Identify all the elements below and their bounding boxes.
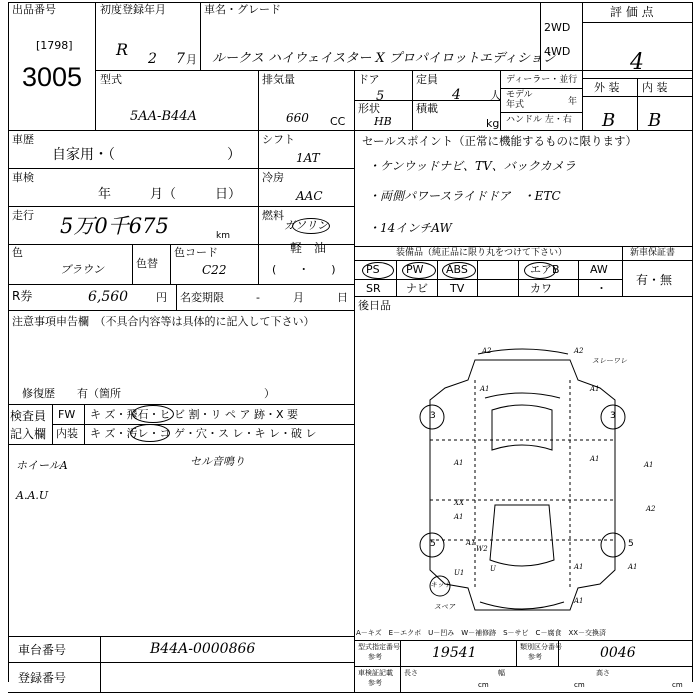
ac-value: AAC [296, 189, 323, 203]
kg-unit: kg [486, 117, 500, 130]
damage-mark: A1 [574, 597, 584, 605]
cap-value: 4 [452, 87, 461, 103]
era: R [116, 40, 129, 59]
damage-mark: XX [454, 499, 464, 507]
door-value: 5 [376, 89, 385, 104]
shape-value: HB [374, 115, 392, 128]
length-unit: cm [478, 681, 489, 689]
code-label: 色コード [174, 246, 218, 259]
ps-circle-mark [362, 262, 394, 279]
chassis-number: B44A-0000866 [150, 641, 256, 657]
year-unit: 年 [568, 97, 578, 107]
inspector-label: 検査員 [10, 409, 47, 423]
int-grade: B [648, 110, 662, 131]
width-unit: cm [574, 681, 585, 689]
width-label: 幅 [498, 669, 505, 677]
inspector-note-2: セル音鳴り [190, 455, 245, 468]
reg-month: 7 [176, 51, 185, 67]
reg-label: 登録番号 [18, 671, 67, 685]
wheel-rl: 5 [430, 539, 436, 549]
fw-label: FW [58, 408, 76, 421]
drive-4wd: 4WD [544, 45, 571, 58]
damage-mark: U [490, 565, 496, 573]
color-label: 色 [12, 246, 23, 259]
damage-mark: A1 [480, 385, 490, 393]
selling-point-3: ・14インチAW [368, 221, 452, 235]
fuel-gas: ガソリン [284, 219, 328, 232]
month-unit: 月 [186, 53, 197, 66]
airbag-circle-mark [524, 262, 556, 279]
stone-circle-mark [132, 405, 174, 423]
equip-pw: PW [406, 263, 424, 276]
first-reg-label: 初度登録年月 [100, 3, 166, 16]
shift-value: 1AT [296, 151, 320, 165]
notes-label: 注意事項申告欄 （不具合内容等は具体的に記入して下さい） [12, 315, 315, 328]
kit-label: キット [430, 581, 451, 589]
code-value: C22 [202, 263, 227, 277]
cert-label: 型式指定番号 [358, 643, 400, 651]
model-year-label: 年式 [506, 100, 525, 110]
deadline-label: 名変期限 [180, 291, 224, 304]
fw-items: キ ズ・飛石・ヒ ビ 割・リ ペ ア 跡・X 要 [90, 408, 299, 421]
cert-sub: 参考 [368, 653, 382, 661]
damage-mark: A2 [482, 347, 492, 355]
class-label: 類別区分番号 [520, 643, 562, 651]
interior-label: 内装 [56, 427, 78, 440]
disp-value: 660 [286, 111, 309, 125]
cap-label: 定員 [416, 73, 438, 86]
selling-label: セールスポイント（正常に機能するものに限ります） [362, 134, 637, 148]
inspector-note-3: A.A.U [16, 489, 49, 502]
damage-mark: A1 [628, 563, 638, 571]
stain-circle-mark [130, 424, 170, 442]
ac-label: 冷房 [262, 171, 284, 184]
type-value: 5AA-B44A [130, 109, 197, 124]
handle-label: ハンドル 左・右 [506, 115, 572, 125]
wheel-rr: 5 [628, 539, 634, 549]
size-sub: 参考 [368, 679, 382, 687]
cc-unit: CC [330, 115, 346, 128]
damage-mark: A1 [454, 459, 464, 467]
equip-leather: カワ [530, 282, 552, 295]
warranty-label: 新車保証書 [630, 248, 676, 258]
class-value: 0046 [600, 645, 636, 661]
damage-mark: A2 [646, 505, 656, 513]
history-label: 車歴 [12, 133, 34, 146]
type-label: 型式 [100, 73, 122, 86]
mileage-value: 5万0千675 [60, 214, 169, 238]
door-label: ドア [358, 73, 380, 86]
equip-navi: ナビ [406, 282, 428, 295]
chassis-label: 車台番号 [18, 643, 67, 657]
shape-label: 形状 [358, 102, 380, 115]
shaken-value: 年 月（ 日） [98, 187, 242, 202]
damage-mark: A1 [590, 455, 600, 463]
person-unit: 人 [490, 89, 501, 102]
recycle-value: 6,560 [88, 289, 129, 305]
disp-label: 排気量 [262, 73, 295, 86]
lot-sub: [1798] [36, 39, 73, 52]
lot-label: 出品番号 [12, 3, 56, 16]
mileage-label: 走行 [12, 209, 34, 222]
size-label: 車検証記載 [358, 669, 393, 677]
model-name: ルークス ハイウェイスター X プロパイロットエディション [212, 51, 556, 66]
warranty-value: 有・無 [636, 273, 673, 287]
equip-dot: ・ [596, 282, 607, 295]
damage-mark: A1 [644, 461, 654, 469]
equip-sr: SR [366, 282, 381, 295]
pw-circle-mark [402, 262, 436, 279]
equip-aw: AW [590, 263, 608, 276]
fuel-light: 軽 油 [290, 241, 327, 255]
int-label: 内 装 [642, 81, 668, 94]
color-value: ブラウン [60, 263, 104, 276]
abs-circle-mark [442, 262, 476, 279]
cert-value: 19541 [432, 645, 477, 661]
ext-label: 外 装 [594, 81, 620, 94]
deadline-value: - 月 日 [256, 291, 348, 304]
name-label: 車名・グレード [204, 3, 281, 16]
damage-mark: A1 [454, 513, 464, 521]
equip-abs: ABS [446, 263, 468, 276]
inspector-label-2: 記入欄 [10, 427, 47, 441]
spare-label: スペア [434, 603, 455, 611]
equipment-label: 装備品（純正品に限り丸をつけて下さい） [396, 248, 568, 258]
drive-2wd: 2WD [544, 21, 571, 34]
recycle-label: R券 [12, 289, 33, 303]
damage-mark: A1 [574, 563, 584, 571]
wheel-fr: 3 [610, 411, 616, 421]
shaken-label: 車検 [12, 171, 34, 184]
selling-point-1: ・ケンウッドナビ、TV、バックカメラ [368, 159, 576, 173]
ext-grade: B [602, 110, 616, 131]
interior-items: キ ズ・汚レ・コ ゲ・穴・ス レ・キ レ・破 レ [90, 427, 317, 440]
damage-mark: A1 [466, 539, 476, 547]
model-label: モデル [506, 90, 533, 100]
repair-history: 修復歴 有（箇所 ） [22, 387, 275, 400]
lot-number: 3005 [22, 62, 83, 92]
damage-mark: A1 [590, 385, 600, 393]
history-value: 自家用・（ ） [52, 147, 241, 163]
dealer-label: ディーラー・並行 [506, 75, 578, 85]
equip-tv: TV [450, 282, 465, 295]
damage-mark: A2 [574, 347, 584, 355]
yen-unit: 円 [156, 291, 167, 304]
equip-airbag: エアB [530, 263, 560, 276]
rear-label: 後日品 [358, 299, 391, 312]
km-unit: km [216, 231, 230, 241]
equip-ps: PS [366, 263, 380, 276]
selling-point-2: ・両側パワースライドドア ・ETC [368, 189, 561, 203]
height-unit: cm [672, 681, 683, 689]
repaint-label: 色替 [136, 257, 158, 270]
grade-label: 評 価 点 [610, 5, 654, 19]
damage-mark: U1 [454, 569, 465, 577]
shift-label: シフト [262, 133, 295, 146]
height-label: 高さ [596, 669, 610, 677]
damage-legend: A－キズ E－エクボ U－凹み W－補修跡 S－サビ C－腐食 XX－交換済 [356, 629, 607, 637]
inspector-note-1: ホイールA [16, 459, 68, 472]
fuel-label: 燃料 [262, 209, 284, 222]
damage-mark: W2 [476, 545, 488, 553]
class-sub: 参考 [528, 653, 542, 661]
reg-year: 2 [148, 51, 157, 67]
length-label: 長さ [404, 669, 418, 677]
wheel-fl: 3 [430, 411, 436, 421]
grade-value: 4 [630, 50, 644, 75]
damage-mark: スレーワレ [592, 357, 627, 365]
load-label: 積載 [416, 102, 438, 115]
fuel-paren: ( ・ ) [272, 263, 336, 276]
